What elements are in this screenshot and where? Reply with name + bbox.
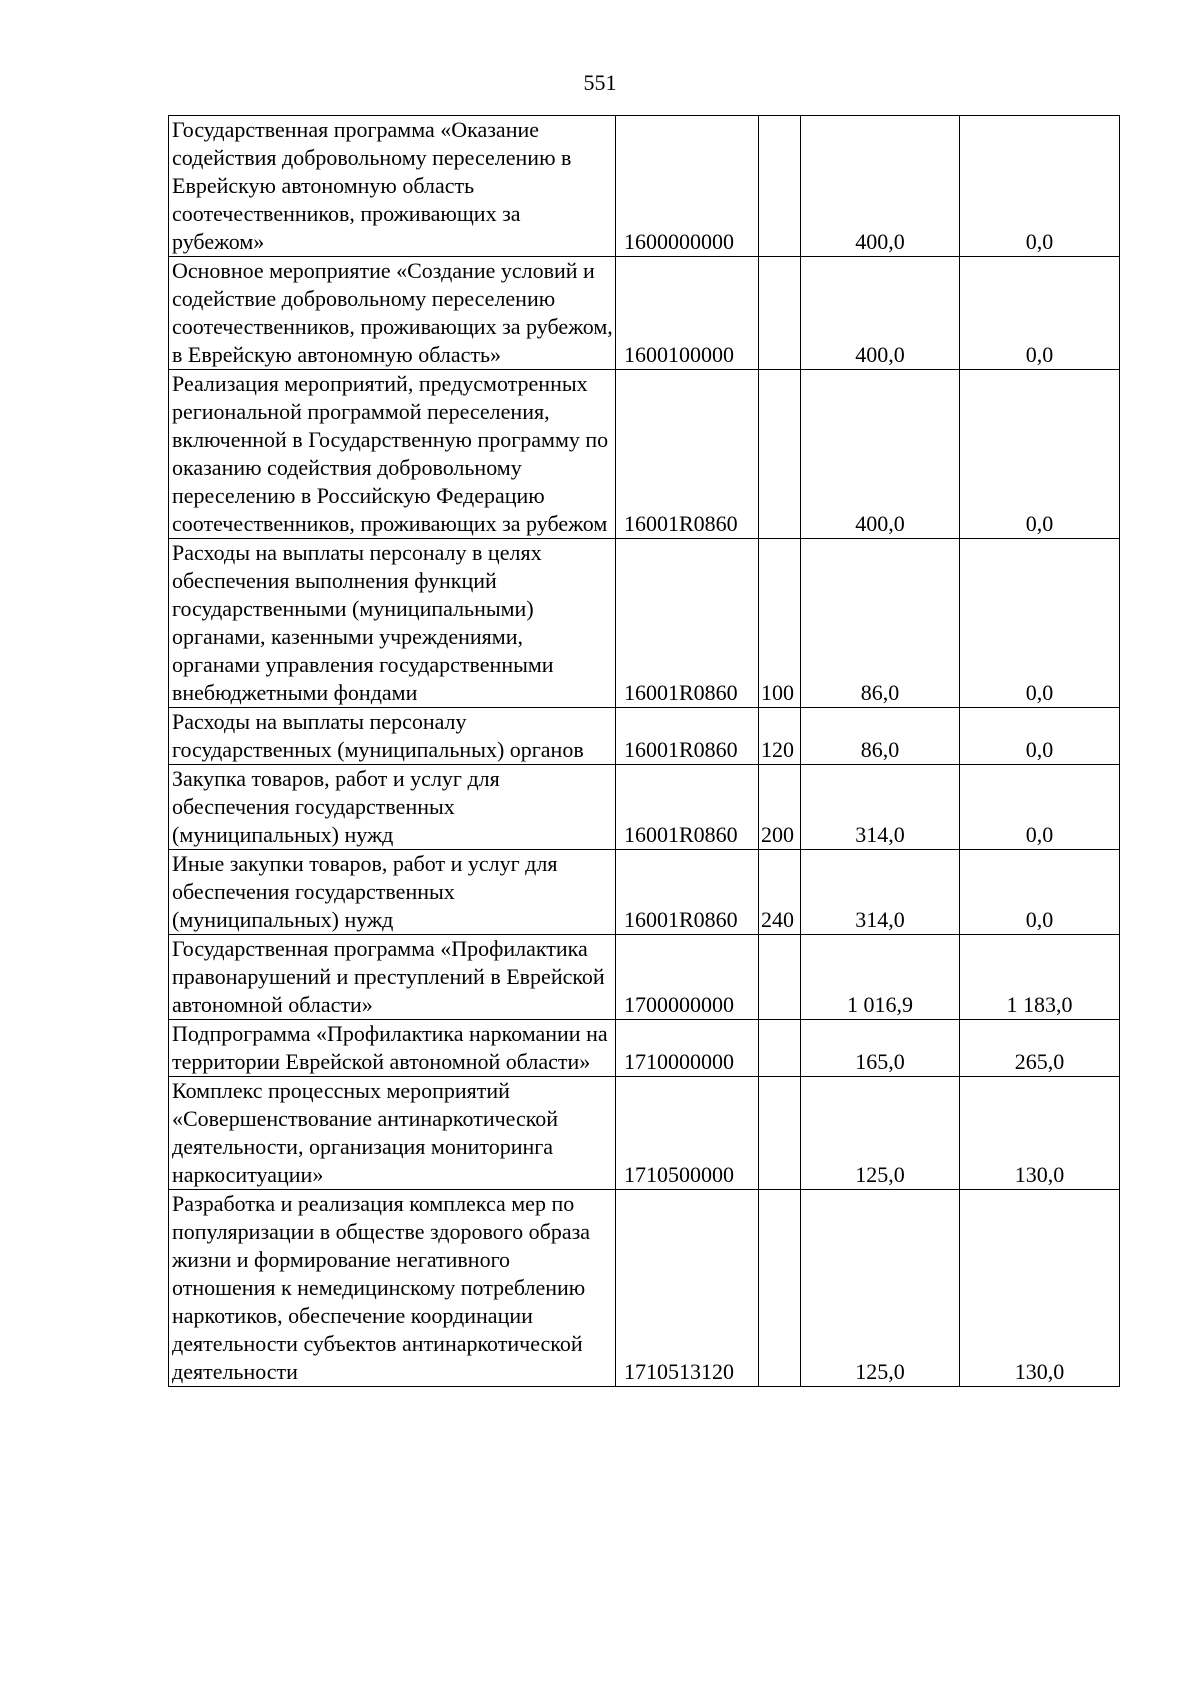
row-expense-type	[759, 1190, 801, 1387]
row-expense-type	[759, 116, 801, 257]
row-code: 1700000000	[616, 935, 759, 1020]
row-name: Расходы на выплаты персоналу в целях обеспечения выполнения функций государственными (муниципальными) органами, казенными учреждениями, органами управления государственными внебюджетными фондами	[169, 539, 616, 708]
row-name: Комплекс процессных мероприятий «Совершенствование антинаркотической деятельности, организация мониторинга наркоситуации»	[169, 1077, 616, 1190]
row-value-1: 400,0	[801, 257, 960, 370]
row-name: Закупка товаров, работ и услуг для обеспечения государственных (муниципальных) нужд	[169, 765, 616, 850]
row-value-1: 400,0	[801, 370, 960, 539]
row-expense-type	[759, 935, 801, 1020]
row-value-2: 0,0	[960, 765, 1120, 850]
table-row	[169, 708, 1120, 765]
row-expense-type	[759, 257, 801, 370]
row-value-2: 0,0	[960, 850, 1120, 935]
row-name: Расходы на выплаты персоналу государственных (муниципальных) органов	[169, 708, 616, 765]
row-name: Подпрограмма «Профилактика наркомании на территории Еврейской автономной области»	[169, 1020, 616, 1077]
row-code: 16001R0860	[616, 539, 759, 708]
table-row	[169, 850, 1120, 935]
row-name: Разработка и реализация комплекса мер по популяризации в обществе здорового образа жизни и формирование негативного отношения к немедицинскому потреблению наркотиков, обеспечение координации деятельности субъектов антинаркотической деятельности	[169, 1190, 616, 1387]
row-value-1: 314,0	[801, 850, 960, 935]
row-value-2: 0,0	[960, 539, 1120, 708]
row-value-1: 125,0	[801, 1077, 960, 1190]
page-number: 551	[583, 70, 617, 95]
row-value-2: 0,0	[960, 257, 1120, 370]
row-value-2: 130,0	[960, 1190, 1120, 1387]
row-name: Государственная программа «Профилактика правонарушений и преступлений в Еврейской автономной области»	[169, 935, 616, 1020]
table-row	[169, 935, 1120, 1020]
row-value-2: 130,0	[960, 1077, 1120, 1190]
row-value-1: 86,0	[801, 708, 960, 765]
budget-table	[168, 115, 1120, 1387]
row-name: Основное мероприятие «Создание условий и содействие добровольному переселению соотечественников, проживающих за рубежом, в Еврейскую автономную область»	[169, 257, 616, 370]
row-value-2: 0,0	[960, 116, 1120, 257]
row-value-2: 0,0	[960, 708, 1120, 765]
row-value-2: 265,0	[960, 1020, 1120, 1077]
table-row	[169, 257, 1120, 370]
row-expense-type: 240	[759, 850, 801, 935]
row-value-1: 314,0	[801, 765, 960, 850]
row-code: 1710000000	[616, 1020, 759, 1077]
table-row	[169, 1190, 1120, 1387]
row-name: Реализация мероприятий, предусмотренных региональной программой переселения, включенной в Государственную программу по оказанию содействия добровольному переселению в Российскую Федерацию соотечественников, проживающих за рубежом	[169, 370, 616, 539]
row-value-1: 1 016,9	[801, 935, 960, 1020]
table-row	[169, 1020, 1120, 1077]
row-value-1: 125,0	[801, 1190, 960, 1387]
row-name: Иные закупки товаров, работ и услуг для обеспечения государственных (муниципальных) нужд	[169, 850, 616, 935]
row-code: 1600100000	[616, 257, 759, 370]
row-expense-type	[759, 370, 801, 539]
table-row	[169, 116, 1120, 257]
row-expense-type	[759, 1077, 801, 1190]
row-value-2: 1 183,0	[960, 935, 1120, 1020]
row-value-2: 0,0	[960, 370, 1120, 539]
row-expense-type: 120	[759, 708, 801, 765]
row-code: 16001R0860	[616, 370, 759, 539]
row-code: 1710500000	[616, 1077, 759, 1190]
row-name: Государственная программа «Оказание содействия добровольному переселению в Еврейскую автономную область соотечественников, проживающих за рубежом»	[169, 116, 616, 257]
table-row	[169, 539, 1120, 708]
row-code: 16001R0860	[616, 850, 759, 935]
row-code: 16001R0860	[616, 708, 759, 765]
row-expense-type	[759, 1020, 801, 1077]
row-code: 16001R0860	[616, 765, 759, 850]
row-value-1: 86,0	[801, 539, 960, 708]
row-value-1: 400,0	[801, 116, 960, 257]
row-code: 1600000000	[616, 116, 759, 257]
table-row	[169, 1077, 1120, 1190]
table-row	[169, 765, 1120, 850]
row-value-1: 165,0	[801, 1020, 960, 1077]
row-expense-type: 200	[759, 765, 801, 850]
table-row	[169, 370, 1120, 539]
row-code: 1710513120	[616, 1190, 759, 1387]
row-expense-type: 100	[759, 539, 801, 708]
